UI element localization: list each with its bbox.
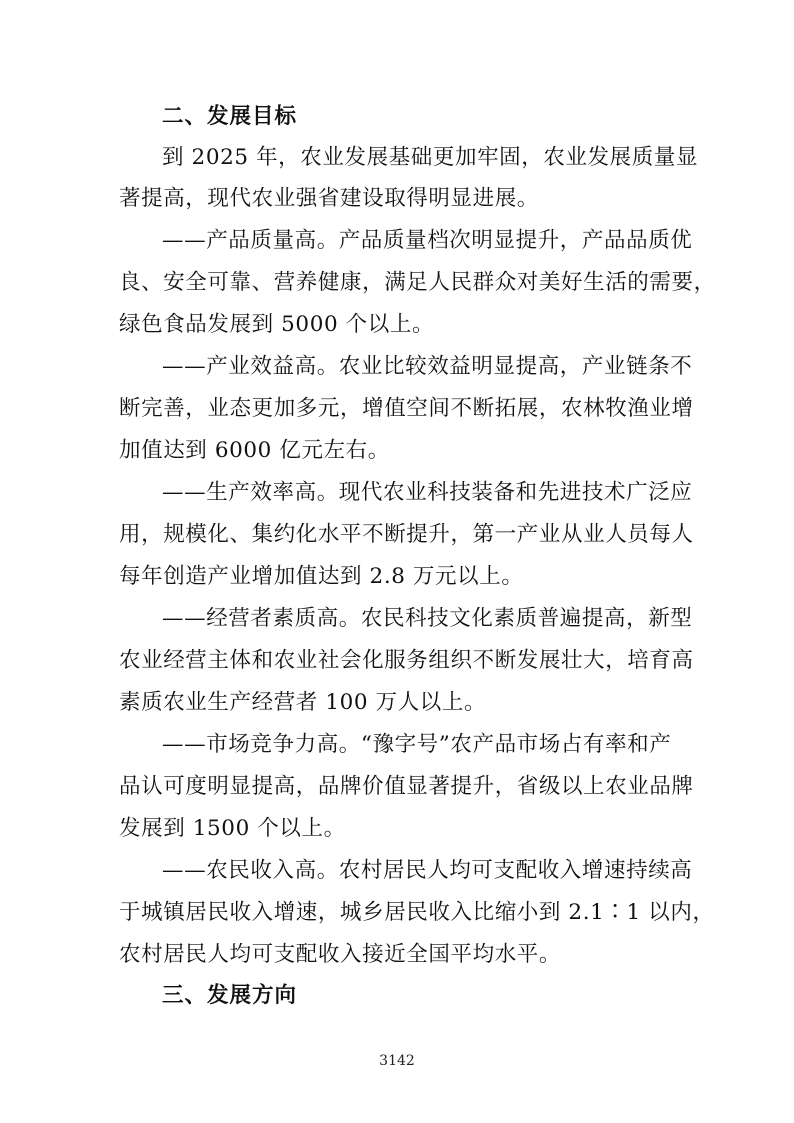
paragraph-line: ——农民收入高。农村居民人均可支配收入增速持续高 — [162, 858, 693, 883]
paragraph-line: ——产品质量高。产品质量档次明显提升，产品品质优 — [162, 228, 693, 253]
paragraph-line: 素质农业生产经营者 100 万人以上。 — [119, 690, 487, 715]
page-number: 3142 — [379, 1053, 415, 1069]
paragraph-line: 农业经营主体和农业社会化服务组织不断发展壮大，培育高 — [119, 648, 694, 673]
paragraph-line: 用，规模化、集约化水平不断提升，第一产业从业人员每人 — [119, 522, 694, 547]
paragraph-line: 到 2025 年，农业发展基础更加牢固，农业发展质量显 — [162, 145, 699, 170]
paragraph-line: ——市场竞争力高。“豫字号”农产品市场占有率和产 — [162, 732, 672, 757]
paragraph-line: 加值达到 6000 亿元左右。 — [119, 438, 390, 463]
paragraph-line: 每年创造产业增加值达到 2.8 万元以上。 — [119, 564, 524, 589]
paragraph-line: 发展到 1500 个以上。 — [119, 816, 346, 841]
paragraph-line: 良、安全可靠、营养健康，满足人民群众对美好生活的需要， — [119, 270, 716, 295]
paragraph-line: 农村居民人均可支配收入接近全国平均水平。 — [119, 942, 562, 967]
section-heading-development-goals: 二、发展目标 — [162, 104, 298, 129]
paragraph-line: 绿色食品发展到 5000 个以上。 — [119, 312, 435, 337]
section-heading-development-direction: 三、发展方向 — [162, 983, 298, 1008]
paragraph-line: 断完善，业态更加多元，增值空间不断拓展，农林牧渔业增 — [119, 396, 694, 421]
paragraph-line: 著提高，现代农业强省建设取得明显进展。 — [119, 186, 539, 211]
paragraph-line: ——生产效率高。现代农业科技装备和先进技术广泛应 — [162, 480, 693, 505]
paragraph-line: ——经营者素质高。农民科技文化素质普遍提高，新型 — [162, 606, 693, 631]
paragraph-line: 品认可度明显提高，品牌价值显著提升，省级以上农业品牌 — [119, 774, 694, 799]
paragraph-line: 于城镇居民收入增速，城乡居民收入比缩小到 2.1∶1 以内， — [119, 900, 715, 925]
paragraph-line: ——产业效益高。农业比较效益明显提高，产业链条不 — [162, 354, 693, 379]
